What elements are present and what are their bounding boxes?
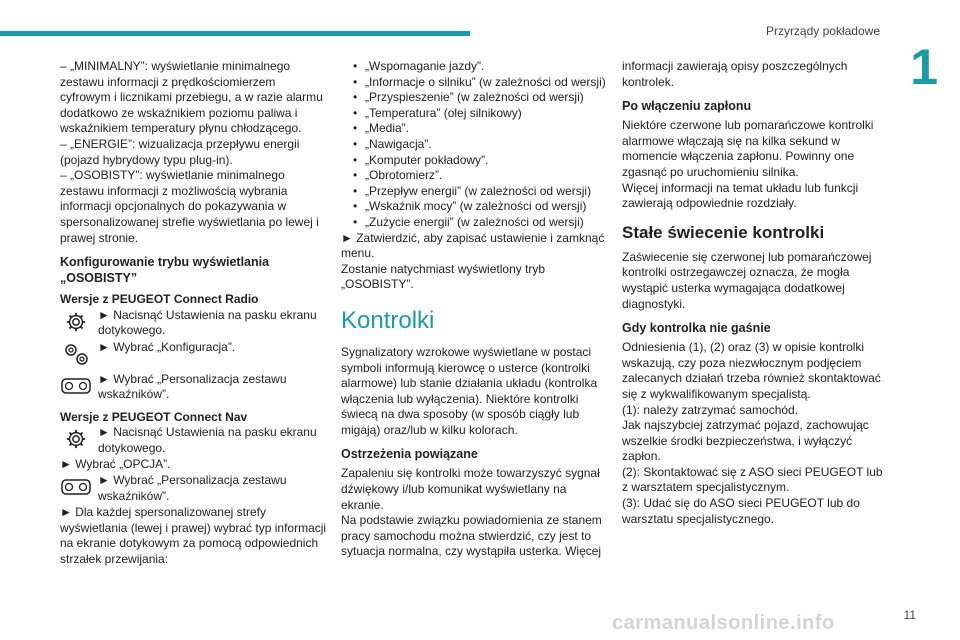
continued-paragraph: informacji zawierają opisy poszczególnych kontrolek. xyxy=(622,59,848,89)
instrument-cluster-icon xyxy=(60,372,92,400)
heading-nav: Wersje z PEUGEOT Connect Nav xyxy=(60,409,248,424)
list-item: • „Przyspieszenie” (w zależności od wersji) xyxy=(355,90,606,106)
list-item: • „Zużycie energii” (w zależności od wersji) xyxy=(355,215,606,231)
page-number: 11 xyxy=(903,608,916,622)
mode-osobisty: – „OSOBISTY”: wyświetlanie minimalnego zestawu informacji z możliwością wybrania informacji opcjonalnych do pokazywania w spersonalizowanej strefie wyświetlania po lewej i prawej stronie. xyxy=(60,168,319,245)
list-item: • „Komputer pokładowy”. xyxy=(355,153,606,169)
stale-paragraph: Zaświecenie się czerwonej lub pomarańczowej kontrolki ostrzegawczej oznacza, że mogła wystąpić usterka wymagająca dodatkowej diagnostyki. xyxy=(622,249,872,311)
ref-3: (3): Udać się do ASO sieci PEUGEOT lub do warsztatu specjalistycznego. xyxy=(622,496,860,526)
gear-icon xyxy=(60,308,92,336)
ref-1: (1): należy zatrzymać samochód. xyxy=(622,402,799,417)
heading-config: Konfigurowanie trybu wyświetlania „OSOBISTY” xyxy=(60,255,270,286)
gear-icon xyxy=(60,425,92,453)
ostrzezenia-paragraph-1: Zapaleniu się kontrolki może towarzyszyć sygnał dźwiękowy i/lub komunikat wyświetlany na ekranie. xyxy=(341,466,600,512)
info-type-list xyxy=(341,59,606,231)
instrument-cluster-icon xyxy=(60,473,92,501)
top-accent-bar xyxy=(0,31,470,36)
column-right xyxy=(622,59,890,527)
heading-radio: Wersje z PEUGEOT Connect Radio xyxy=(60,292,259,307)
list-item: • „Wskaźnik mocy” (w zależności od wersji) xyxy=(355,199,606,215)
list-item: • „Obrotomierz”. xyxy=(355,168,606,184)
ref-1-detail: Jak najszybciej zatrzymać pojazd, zachowując wszelkie środki bezpieczeństwa, i wyłączyć zapłon. xyxy=(622,418,869,464)
confirm-step: ► Zatwierdzić, aby zapisać ustawienie i zamknąć menu. xyxy=(341,230,605,261)
zaplon-paragraph-1: Niektóre czerwone lub pomarańczowe kontrolki alarmowe włączają się na kilka sekund w momencie włączenia zapłonu. Powinny one zgasnąć po uruchomieniu silnika. xyxy=(622,118,874,179)
nav-step-2: ► Wybrać „OPCJA”. xyxy=(60,457,171,472)
references-paragraph: Odniesienia (1), (2) oraz (3) w opisie kontrolki wskazują, czy poza niezwłocznym podjęciem zalecanych działań trzeba również skontaktować się z wykwalifikowanym specjalistą. xyxy=(622,340,881,401)
gears-icon xyxy=(60,340,92,368)
list-item: • „Wspomaganie jazdy”. xyxy=(355,59,606,75)
heading-kontrolki: Kontrolki xyxy=(341,306,435,334)
heading-zaplon: Po włączeniu zapłonu xyxy=(622,99,752,114)
final-step: ► Dla każdej spersonalizowanej strefy wyświetlania (lewej i prawej) wybrać typ informacji na ekranie dotykowym za pomocą odpowiednich strzałek przewijania: xyxy=(60,504,327,566)
radio-step-3: ► Wybrać „Personalizacja zestawu wskaźników”. xyxy=(60,372,328,404)
zaplon-paragraph-2: Więcej informacji na temat układu lub funkcji zawierają odpowiednie rozdziały. xyxy=(622,180,859,211)
list-item: • „Temperatura” (olej silnikowy) xyxy=(355,106,606,122)
nav-step-1: ► Nacisnąć Ustawienia na pasku ekranu dotykowego. xyxy=(60,425,328,457)
immediate-note: Zostanie natychmiast wyświetlony tryb „OSOBISTY”. xyxy=(341,261,546,292)
heading-niegasnie: Gdy kontrolka nie gaśnie xyxy=(622,321,771,336)
section-header: Przyrządy pokładowe xyxy=(765,24,880,38)
watermark: carmanualsonline.info xyxy=(612,612,835,634)
mode-minimal: – „MINIMALNY”: wyświetlanie minimalnego zestawu informacji z prędkościomierzem cyfrowym i licznikami przebiegu, a w razie alarmu dodatkowo ze wskaźnikiem poziomu paliwa i wskaźnikiem temperatury płynu chłodzącego. xyxy=(60,59,323,136)
kontrolki-paragraph: Sygnalizatory wzrokowe wyświetlane w postaci symboli informują kierowcę o usterce (kontrolki alarmowe) lub stanie działania układu (kontrolka włączenia lub wyłączenia). Niektóre kontrolki świecą na dwa sposoby (w sposób ciągły lub migają) oraz/lub w kilku kolorach. xyxy=(341,344,598,437)
radio-step-2: ► Wybrać „Konfiguracja”. xyxy=(60,340,328,372)
radio-step-1: ► Nacisnąć Ustawienia na pasku ekranu dotykowego. xyxy=(60,308,328,340)
nav-step-3: ► Wybrać „Personalizacja zestawu wskaźników”. xyxy=(60,473,328,505)
list-item: • „Media”. xyxy=(355,121,606,137)
mode-energie: – „ENERGIE”: wizualizacja przepływu energii (pojazd hybrydowy typu plug-in). xyxy=(60,136,300,167)
heading-stale: Stałe świecenie kontrolki xyxy=(622,222,825,242)
heading-ostrzezenia: Ostrzeżenia powiązane xyxy=(341,447,478,462)
list-item: • „Przepływ energii” (w zależności od wersji) xyxy=(355,184,606,200)
chapter-number: 1 xyxy=(910,39,938,95)
ostrzezenia-paragraph-2: Na podstawie związku powiadomienia ze stanem pracy samochodu można stwierdzić, czy jest to sytuacja normalna, czy wystąpiła usterka. Więcej xyxy=(341,513,602,559)
column-middle xyxy=(341,59,606,560)
list-item: • „Nawigacja”. xyxy=(355,137,606,153)
ref-2: (2): Skontaktować się z ASO sieci PEUGEOT lub z warsztatem specjalistycznym. xyxy=(622,464,883,495)
column-left xyxy=(60,59,328,567)
list-item: • „Informacje o silniku” (w zależności od wersji) xyxy=(355,75,606,91)
